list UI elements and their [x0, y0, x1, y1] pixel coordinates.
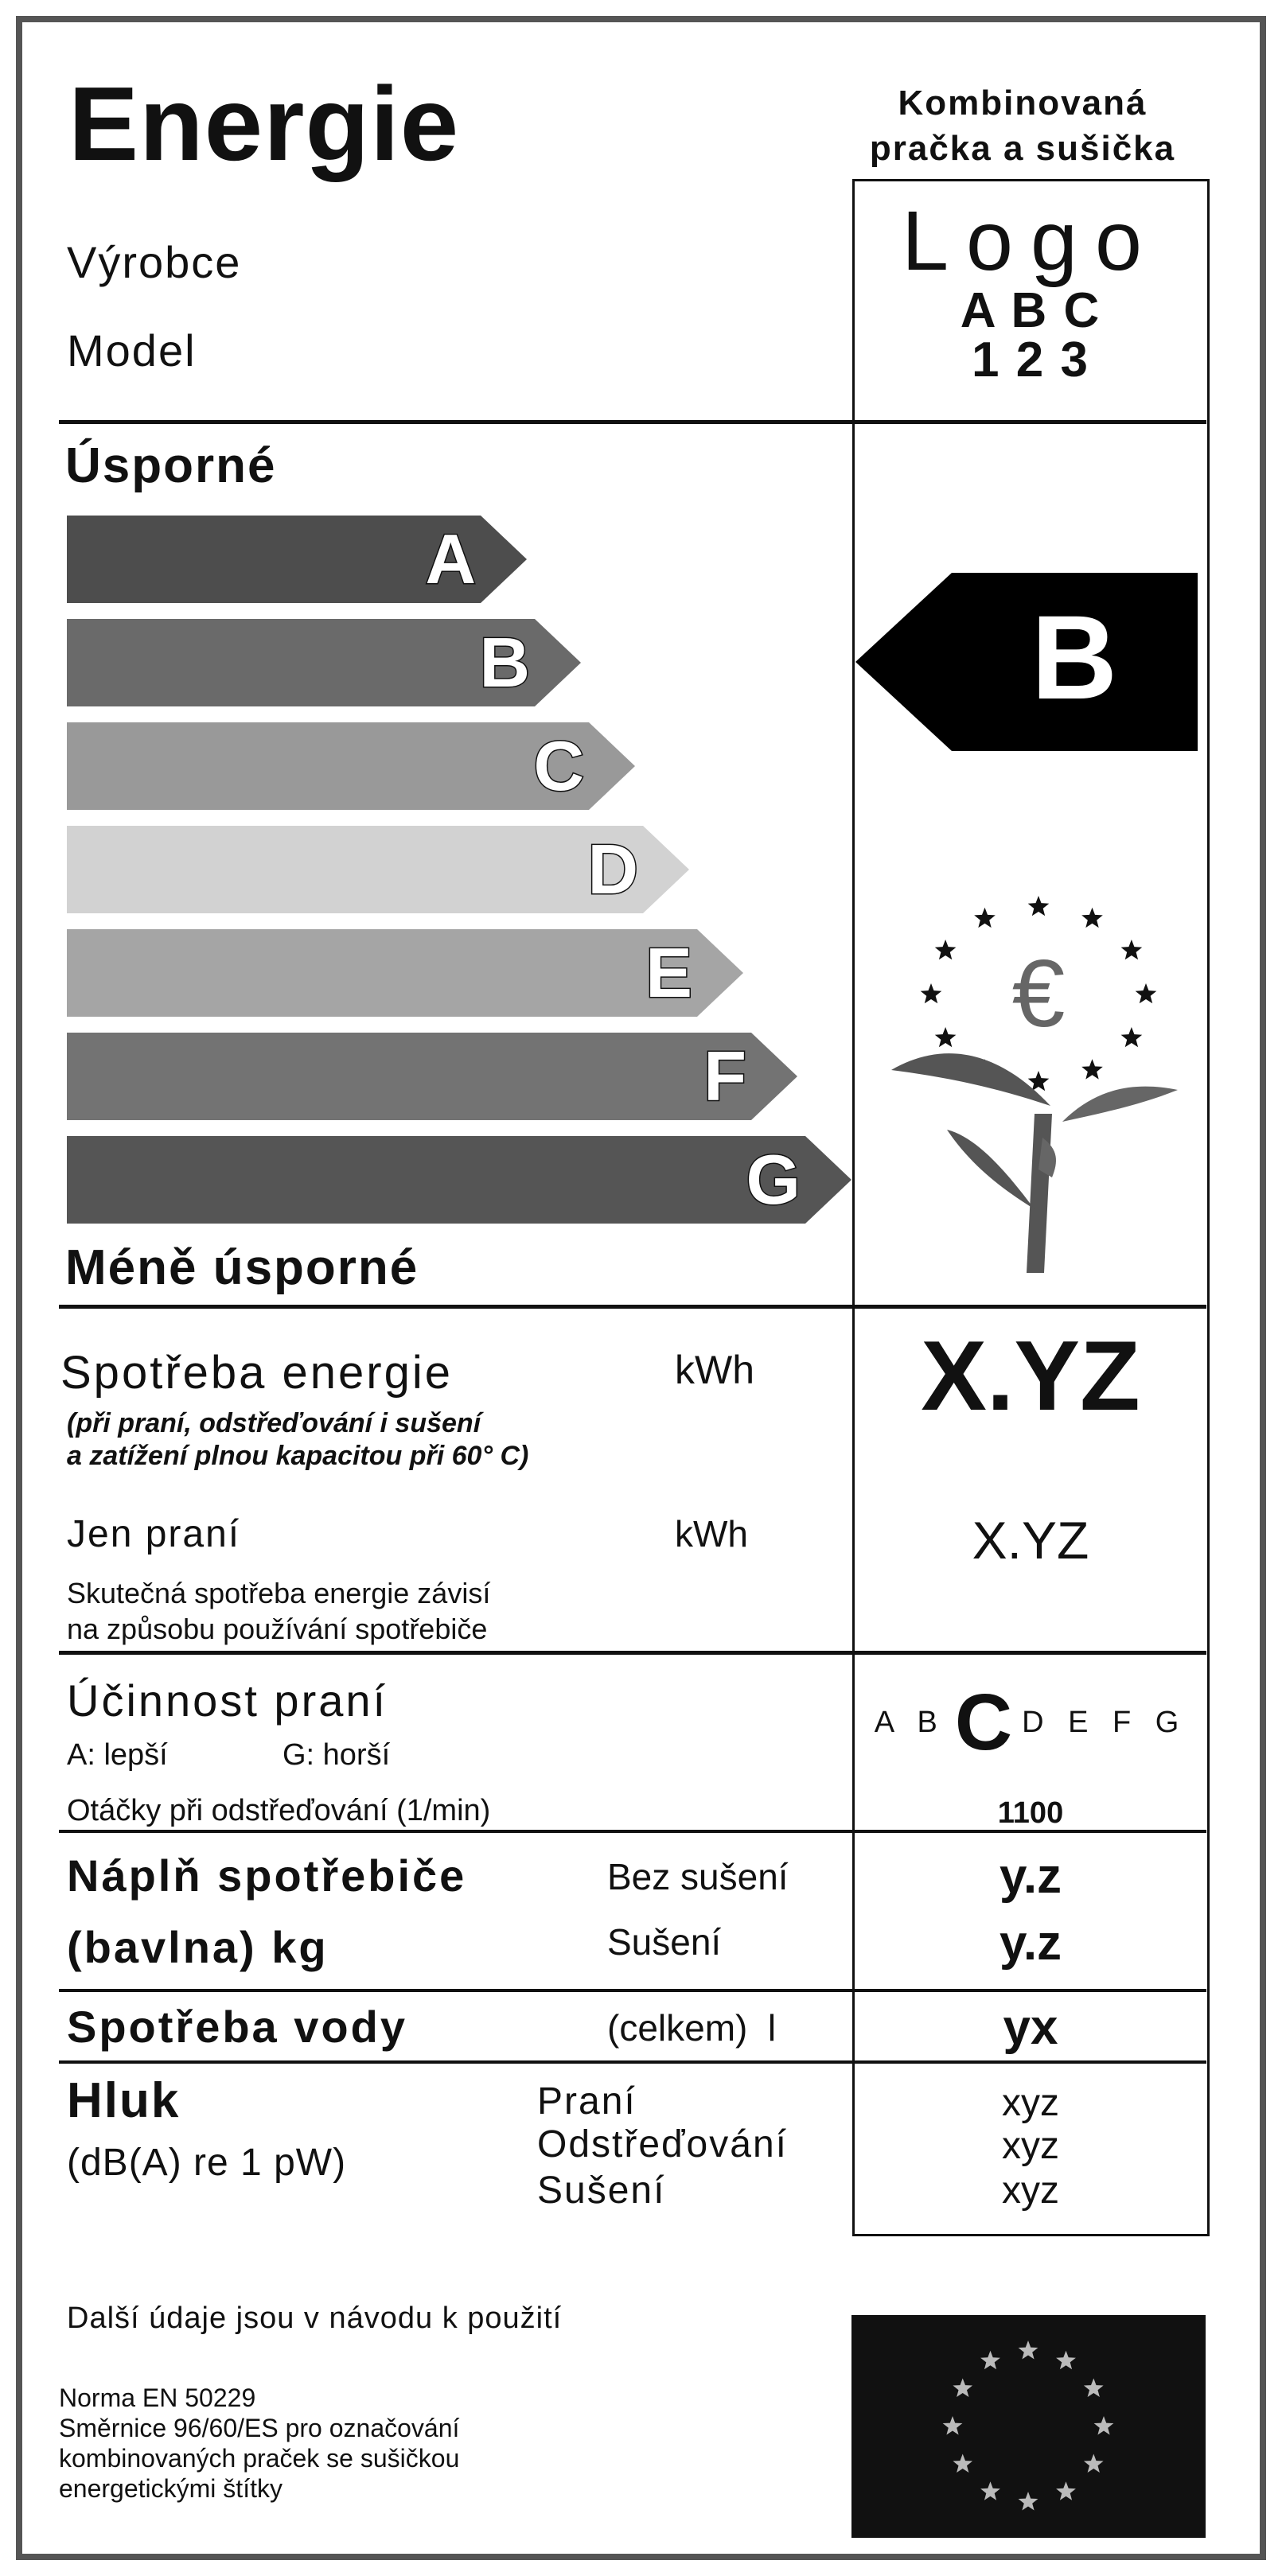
ecolabel-star	[921, 983, 942, 1003]
water-consumption-label: Spotřeba vody	[67, 2002, 407, 2052]
wash-only-value: X.YZ	[972, 1511, 1089, 1570]
capacity-no-dry-label: Bez sušení	[607, 1856, 789, 1897]
capacity-dry-label: Sušení	[607, 1921, 722, 1963]
wash-class-selected: C	[954, 1678, 1013, 1767]
ecolabel-star	[1136, 983, 1157, 1003]
spin-speed-value: 1100	[997, 1796, 1064, 1830]
scale-bar-g	[67, 1136, 851, 1224]
noise-spin-value: xyz	[1002, 2125, 1059, 2167]
ecolabel-star	[1121, 1027, 1143, 1047]
wash-efficiency-note-left: A: lepší	[67, 1738, 168, 1772]
manufacturer-label: Výrobce	[67, 237, 242, 287]
wash-only-unit: kWh	[675, 1513, 748, 1555]
noise-label: Hluk	[67, 2073, 181, 2128]
norm-line3: kombinovaných praček se sušičkou	[59, 2444, 460, 2473]
noise-spin-label: Odstřeďování	[537, 2123, 788, 2165]
divider-wash-efficiency-top	[59, 1651, 1206, 1655]
capacity-label-line1: Náplň spotřebiče	[67, 1850, 467, 1901]
norm-line2: Směrnice 96/60/ES pro označování	[59, 2414, 460, 2442]
energy-consumption-label: Spotřeba energie	[60, 1347, 453, 1399]
energy-note-line2: a zatížení plnou kapacitou při 60° C)	[67, 1441, 529, 1471]
noise-wash-label: Praní	[537, 2080, 637, 2123]
scale-bar-letter-g: G	[746, 1140, 801, 1219]
noise-wash-value: xyz	[1002, 2082, 1059, 2124]
wash-class-before: A B	[874, 1705, 945, 1739]
wash-only-label: Jen praní	[67, 1513, 241, 1555]
logo-word: Logo	[902, 194, 1159, 288]
noise-dry-label: Sušení	[537, 2169, 666, 2212]
water-consumption-unit: (celkem) l	[607, 2007, 777, 2049]
noise-dry-value: xyz	[1002, 2169, 1059, 2212]
actual-consumption-line1: Skutečná spotřeba energie závisí	[67, 1577, 491, 1609]
scale-bar-letter-f: F	[703, 1037, 746, 1115]
scale-bottom-label: Méně úsporné	[65, 1240, 419, 1295]
ecolabel-star	[1121, 940, 1143, 959]
right-column-bottom	[852, 2234, 1210, 2236]
scale-bar-a	[67, 516, 527, 603]
scale-bar-e	[67, 929, 743, 1017]
energy-consumption-value: X.YZ	[921, 1321, 1140, 1431]
divider-water-top	[59, 1989, 1206, 1992]
logo-digits: 1 2 3	[972, 333, 1089, 387]
ecolabel-star	[935, 940, 957, 959]
ecolabel-star	[974, 908, 996, 928]
model-label: Model	[67, 325, 197, 376]
scale-bar-letter-b: B	[479, 623, 530, 702]
wash-efficiency-label: Účinnost praní	[67, 1675, 388, 1726]
capacity-label-line2: (bavlna) kg	[67, 1922, 329, 1972]
spin-speed-label: Otáčky při odstřeďování (1/min)	[67, 1794, 491, 1827]
water-consumption-value: yx	[1003, 2000, 1058, 2055]
energy-note-line1: (při praní, odstřeďování i sušení	[67, 1408, 481, 1438]
wash-efficiency-scale	[859, 1678, 1202, 1767]
capacity-dry-value: y.z	[999, 1916, 1062, 1971]
appliance-type-line1: Kombinovaná	[898, 84, 1148, 123]
divider-energy-top	[59, 1305, 1206, 1309]
scale-top-label: Úsporné	[65, 438, 277, 493]
label-title: Energie	[68, 65, 460, 182]
eu-flag-icon	[851, 2315, 1206, 2538]
wash-class-after: D E F G	[1022, 1705, 1187, 1739]
rating-arrow	[855, 573, 1198, 751]
scale-bar-f	[67, 1033, 797, 1120]
scale-bar-letter-e: E	[645, 933, 692, 1012]
capacity-no-dry-value: y.z	[999, 1849, 1062, 1904]
ecolabel-star	[1028, 896, 1050, 916]
logo-letters: A B C	[960, 283, 1101, 338]
scale-bar-letter-a: A	[425, 519, 476, 598]
noise-unit: (dB(A) re 1 pW)	[67, 2142, 347, 2184]
norm-line4: energetickými štítky	[59, 2474, 283, 2503]
actual-consumption-line2: na způsobu používání spotřebiče	[67, 1613, 488, 1645]
rating-arrow-letter: B	[1031, 590, 1118, 724]
appliance-type-line2: pračka a sušička	[869, 129, 1176, 168]
scale-bar-c	[67, 722, 635, 810]
scale-bar-letter-c: C	[533, 726, 584, 805]
ecolabel-star	[935, 1027, 957, 1047]
divider-capacity-top	[59, 1830, 1206, 1833]
divider-noise-top	[59, 2060, 1206, 2064]
scale-bar-d	[67, 826, 689, 913]
more-info-text: Další údaje jsou v návodu k použití	[67, 2302, 563, 2335]
ecolabel-star	[1081, 908, 1103, 928]
wash-efficiency-note-right: G: horší	[283, 1738, 391, 1772]
scale-bar-b	[67, 619, 581, 706]
scale-bar-letter-d: D	[587, 830, 638, 909]
energy-consumption-unit: kWh	[675, 1348, 754, 1392]
svg-text:€: €	[1011, 940, 1066, 1047]
ecolabel-star	[1081, 1059, 1103, 1079]
eu-ecolabel-flower-icon	[875, 875, 1194, 1289]
norm-line1: Norma EN 50229	[59, 2383, 256, 2412]
